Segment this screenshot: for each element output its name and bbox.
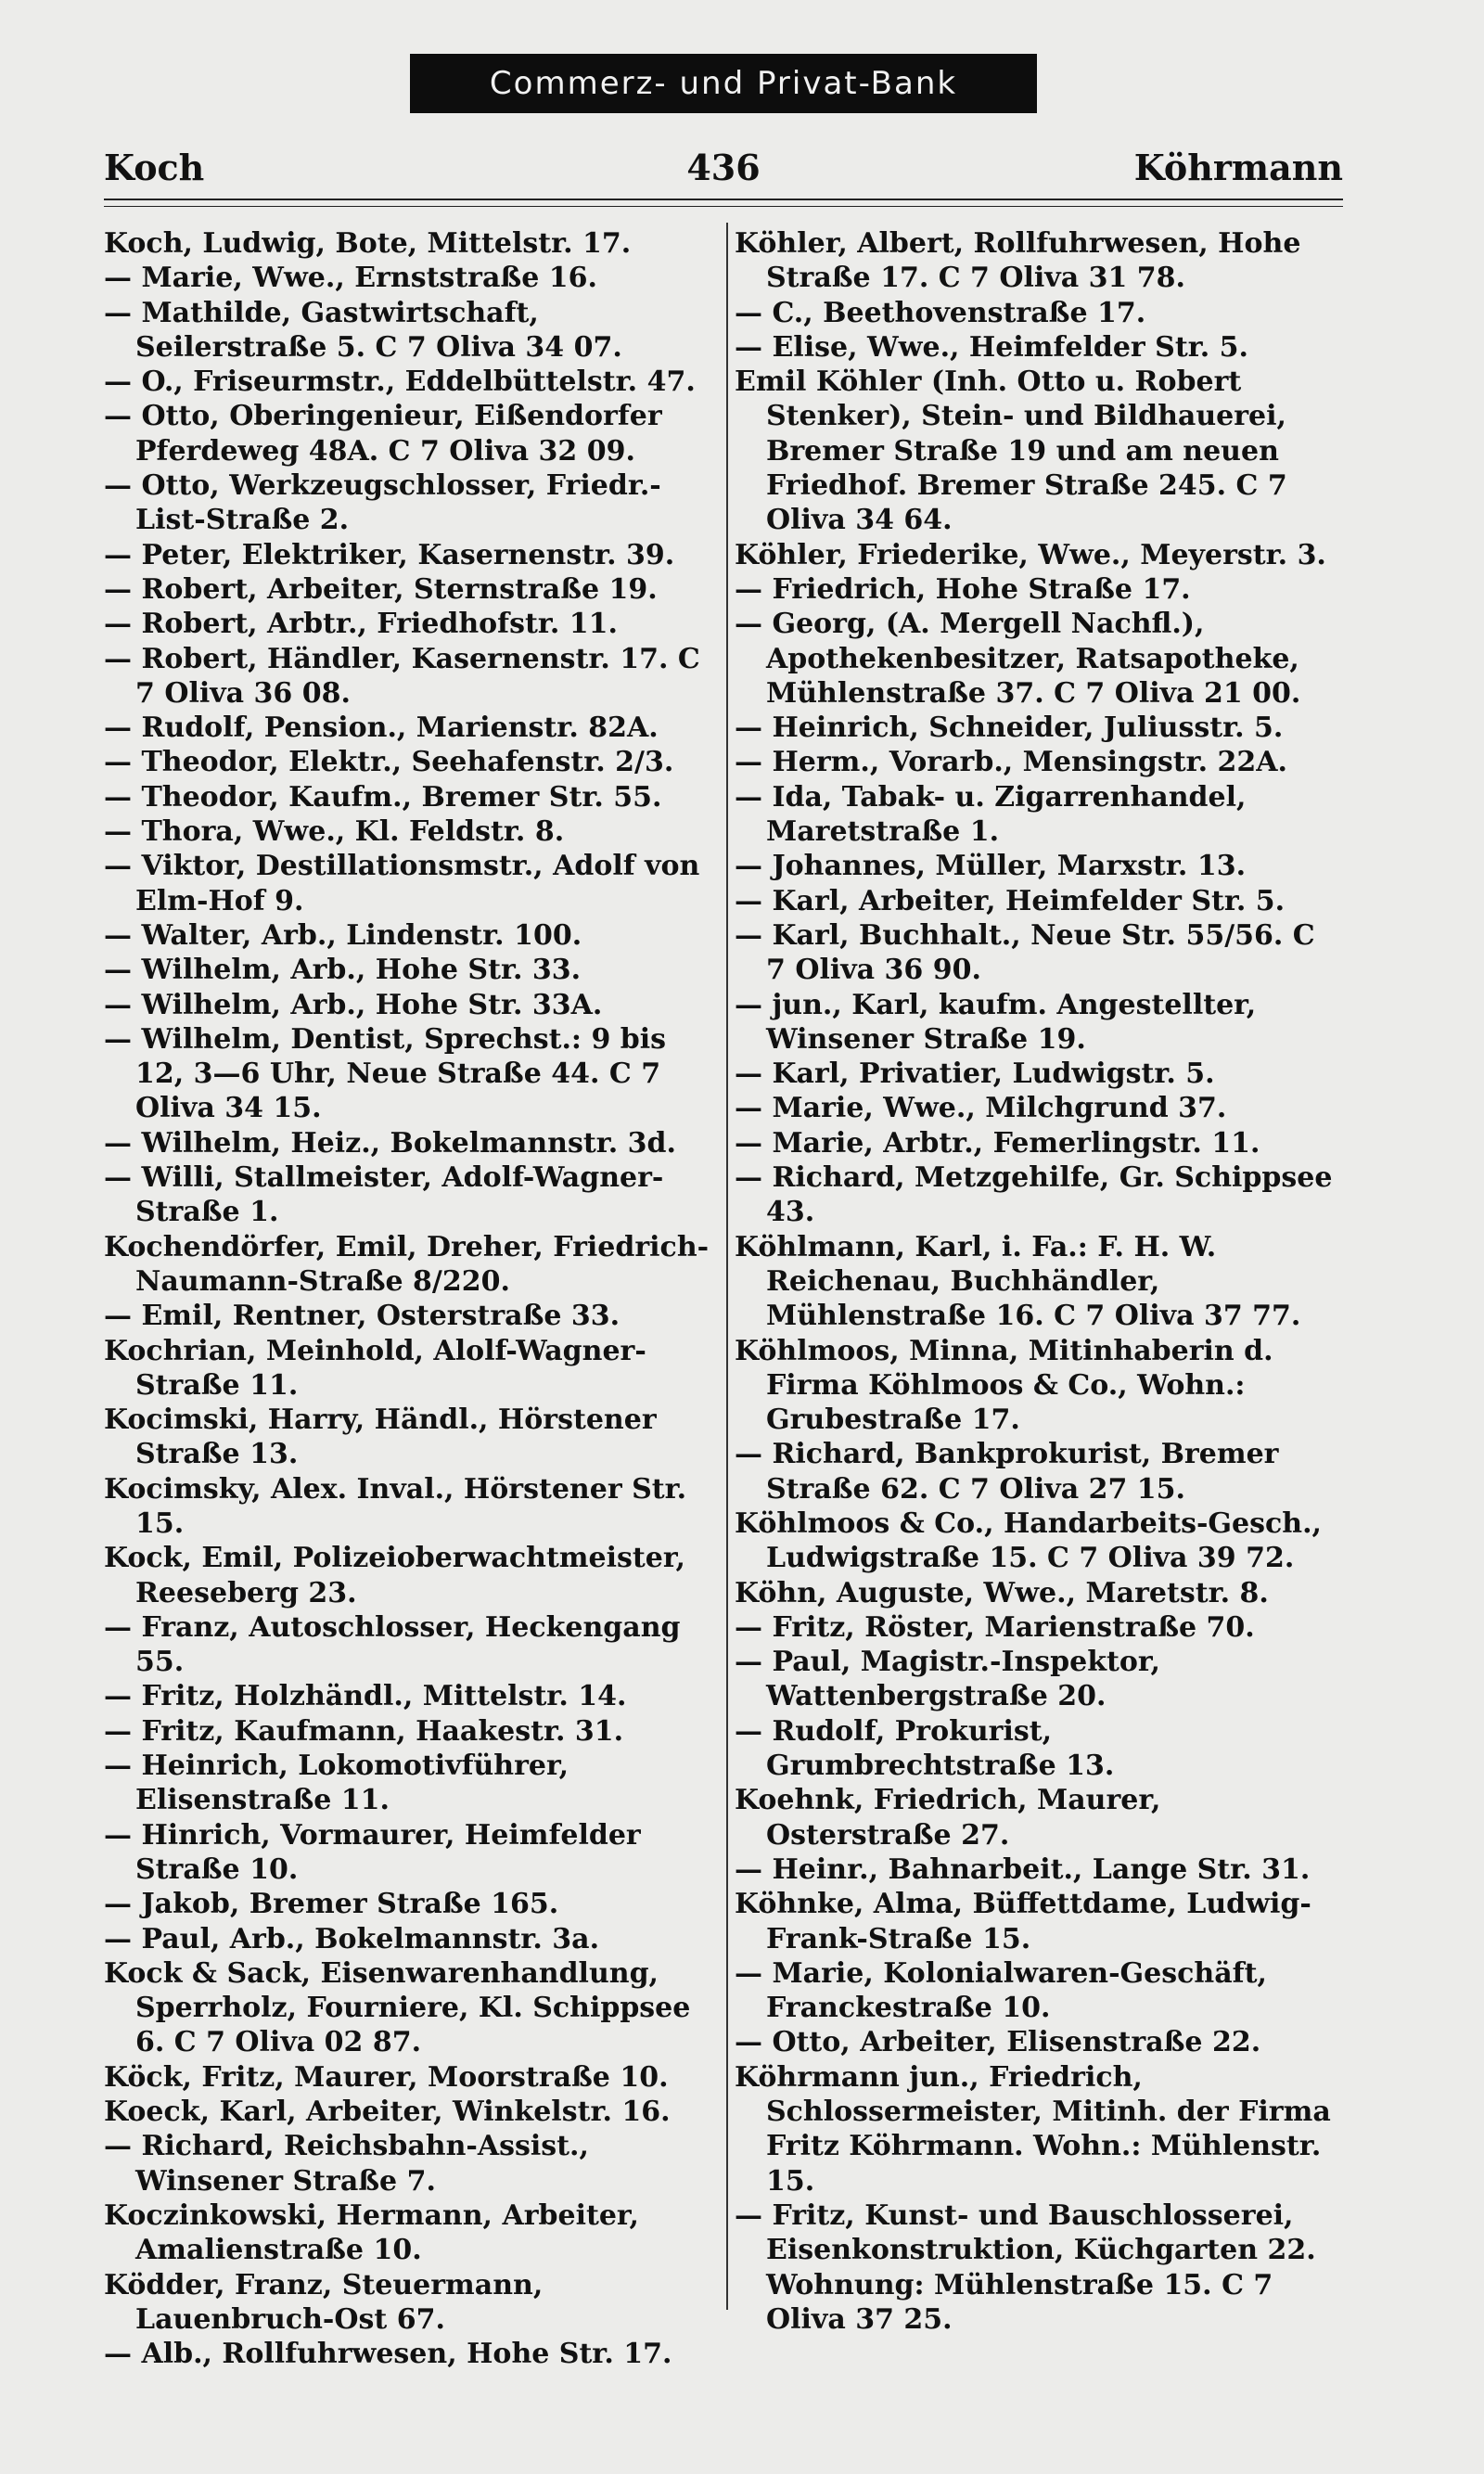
directory-entry: Köhler, Albert, Rollfuhrwesen, Hohe Straße 17. C 7 Oliva 31 78. xyxy=(735,227,1301,295)
directory-entry: — Richard, Bankprokurist, Bremer Straße 62. C 7 Oliva 27 15. xyxy=(735,1438,1279,1506)
directory-entry: — Emil, Rentner, Osterstraße 33. xyxy=(104,1300,620,1333)
directory-entry: — Otto, Arbeiter, Elisenstraße 22. xyxy=(735,2026,1261,2059)
directory-entry: Köhlmann, Karl, i. Fa.: F. H. W. Reichenau, Buchhändler, Mühlenstraße 16. C 7 Oliva 37 77. xyxy=(735,1230,1301,1333)
directory-entry: — Marie, Kolonialwaren-Geschäft, Franckestraße 10. xyxy=(735,1956,1267,2025)
directory-entry: — Rudolf, Prokurist, Grumbrechtstraße 13. xyxy=(735,1714,1115,1783)
directory-entry: Kochendörfer, Emil, Dreher, Friedrich-Naumann-Straße 8/220. xyxy=(104,1230,710,1298)
directory-entry: — Paul, Arb., Bokelmannstr. 3a. xyxy=(104,1922,600,1955)
directory-entry: — Marie, Wwe., Milchgrund 37. xyxy=(735,1092,1227,1125)
directory-entry: — Peter, Elektriker, Kasernenstr. 39. xyxy=(104,538,675,571)
page-header xyxy=(104,139,1343,195)
directory-entry: — Heinr., Bahnarbeit., Lange Str. 31. xyxy=(735,1852,1311,1886)
directory-entry: Koeck, Karl, Arbeiter, Winkelstr. 16. xyxy=(104,2096,671,2129)
directory-entry: — Otto, Oberingenieur, Eißendorfer Pferdeweg 48A. C 7 Oliva 32 09. xyxy=(104,400,662,468)
directory-entry: — Alb., Rollfuhrwesen, Hohe Str. 17. xyxy=(104,2338,672,2371)
directory-entry: — Walter, Arb., Lindenstr. 100. xyxy=(104,918,582,952)
directory-entry: — Otto, Werkzeugschlosser, Friedr.-List-Straße 2. xyxy=(104,469,661,537)
directory-entry: — Theodor, Elektr., Seehafenstr. 2/3. xyxy=(104,746,674,779)
directory-entry: Koczinkowski, Hermann, Arbeiter, Amalienstraße 10. xyxy=(104,2198,640,2267)
directory-entry: Kock & Sack, Eisenwarenhandlung, Sperrholz, Fourniere, Kl. Schippsee 6. C 7 Oliva 02 87. xyxy=(104,1956,691,2059)
directory-entry: Köhlmoos & Co., Handarbeits-Gesch., Ludwigstraße 15. C 7 Oliva 39 72. xyxy=(735,1506,1322,1575)
directory-entry: Ködder, Franz, Steuermann, Lauenbruch-Ost 67. xyxy=(104,2268,544,2336)
directory-entry: — Karl, Buchhalt., Neue Str. 55/56. C 7 Oliva 36 90. xyxy=(735,918,1315,987)
directory-entry: — Johannes, Müller, Marxstr. 13. xyxy=(735,850,1247,883)
directory-entry: Köhrmann jun., Friedrich, Schlossermeister, Mitinh. der Firma Fritz Köhrmann. Wohn.: Mühlenstr. 15. xyxy=(735,2060,1331,2198)
directory-entry: — Heinrich, Schneider, Juliusstr. 5. xyxy=(735,711,1284,745)
directory-entry: — Franz, Autoschlosser, Heckengang 55. xyxy=(104,1610,681,1679)
directory-entry: — Paul, Magistr.-Inspektor, Wattenbergstraße 20. xyxy=(735,1646,1160,1713)
directory-entry: — Viktor, Destillationsmstr., Adolf von Elm-Hof 9. xyxy=(104,850,700,917)
directory-entry: — Fritz, Holzhändl., Mittelstr. 14. xyxy=(104,1680,627,1713)
directory-entry: Köhlmoos, Minna, Mitinhaberin d. Firma Köhlmoos & Co., Wohn.: Grubestraße 17. xyxy=(735,1334,1273,1437)
directory-entry: — Marie, Wwe., Ernststraße 16. xyxy=(104,262,597,295)
directory-entry: Köhnke, Alma, Büffettdame, Ludwig-Frank-Straße 15. xyxy=(735,1888,1311,1955)
directory-entry: — Fritz, Kunst- und Bauschlosserei, Eisenkonstruktion, Küchgarten 22. Wohnung: Mühlenstraße 15. C 7 Oliva 37 25. xyxy=(735,2198,1316,2336)
directory-entry: — Wilhelm, Arb., Hohe Str. 33. xyxy=(104,954,582,987)
directory-entry: — Elise, Wwe., Heimfelder Str. 5. xyxy=(735,330,1248,364)
directory-entry: — Hinrich, Vormaurer, Heimfelder Straße 10. xyxy=(104,1818,641,1886)
directory-entry: — Rudolf, Pension., Marienstr. 82A. xyxy=(104,711,659,745)
directory-entry: — Fritz, Kaufmann, Haakestr. 31. xyxy=(104,1714,624,1748)
directory-entry: Kochrian, Meinhold, Alolf-Wagner-Straße 11. xyxy=(104,1334,646,1402)
directory-entry: Köhn, Auguste, Wwe., Maretstr. 8. xyxy=(735,1576,1269,1609)
directory-entry: — Karl, Privatier, Ludwigstr. 5. xyxy=(735,1058,1215,1091)
directory-entry: — Robert, Arbtr., Friedhofstr. 11. xyxy=(104,608,618,641)
directory-entry: Köhler, Friederike, Wwe., Meyerstr. 3. xyxy=(735,538,1326,571)
page-number: 436 xyxy=(686,147,761,188)
directory-entry: Kocimsky, Alex. Inval., Hörstener Str. 15. xyxy=(104,1472,687,1540)
directory-entry: — Jakob, Bremer Straße 165. xyxy=(104,1888,559,1921)
directory-entry: — Wilhelm, Heiz., Bokelmannstr. 3d. xyxy=(104,1126,676,1160)
directory-entry: — Thora, Wwe., Kl. Feldstr. 8. xyxy=(104,815,565,849)
directory-entry: — Robert, Arbeiter, Sternstraße 19. xyxy=(104,572,658,606)
directory-entry: — Wilhelm, Arb., Hohe Str. 33A. xyxy=(104,988,603,1021)
directory-entry: — C., Beethovenstraße 17. xyxy=(735,296,1146,329)
directory-entry: — Georg, (A. Mergell Nachfl.), Apothekenbesitzer, Ratsapotheke, Mühlenstraße 37. C 7 Oliva 21 00. xyxy=(735,608,1301,710)
directory-entry: Köck, Fritz, Maurer, Moorstraße 10. xyxy=(104,2060,669,2094)
directory-entry: — Heinrich, Lokomotivführer, Elisenstraße 11. xyxy=(104,1750,569,1817)
directory-entry: — Marie, Arbtr., Femerlingstr. 11. xyxy=(735,1126,1260,1160)
header-rule-thin xyxy=(104,206,1343,207)
bank-banner: Commerz- und Privat-Bank xyxy=(410,54,1037,113)
directory-entry: — Wilhelm, Dentist, Sprechst.: 9 bis 12, 3—6 Uhr, Neue Straße 44. C 7 Oliva 34 15. xyxy=(104,1022,667,1125)
directory-entry: — Richard, Metzgehilfe, Gr. Schippsee 43. xyxy=(735,1161,1333,1229)
left-column xyxy=(104,226,720,2371)
directory-entry: Koehnk, Friedrich, Maurer, Osterstraße 27. xyxy=(735,1784,1161,1852)
directory-entry: — Robert, Händler, Kasernenstr. 17. C 7 Oliva 36 08. xyxy=(104,642,700,710)
header-rule xyxy=(104,199,1343,200)
directory-entry: — Fritz, Röster, Marienstraße 70. xyxy=(735,1610,1255,1644)
header-first-entry: Koch xyxy=(104,147,205,188)
directory-entry: — Richard, Reichsbahn-Assist., Winsener Straße 7. xyxy=(104,2130,589,2198)
directory-entry: — Willi, Stallmeister, Adolf-Wagner-Straße 1. xyxy=(104,1161,664,1229)
directory-entry: Kocimski, Harry, Händl., Hörstener Straße 13. xyxy=(104,1404,657,1471)
directory-entry: — Karl, Arbeiter, Heimfelder Str. 5. xyxy=(735,884,1286,917)
directory-entry: Emil Köhler (Inh. Otto u. Robert Stenker), Stein- und Bildhauerei, Bremer Straße 19 und am neuen Friedhof. Bremer Straße 245. C 7 Oliva 34 64. xyxy=(735,365,1287,537)
directory-entry: — jun., Karl, kaufm. Angestellter, Winsener Straße 19. xyxy=(735,988,1257,1056)
directory-entry: — Friedrich, Hohe Straße 17. xyxy=(735,572,1191,606)
column-divider xyxy=(726,223,728,2310)
directory-entry: Koch, Ludwig, Bote, Mittelstr. 17. xyxy=(104,227,632,260)
directory-entry: — O., Friseurmstr., Eddelbüttelstr. 47. xyxy=(104,365,696,399)
directory-entry: — Mathilde, Gastwirtschaft, Seilerstraße 5. C 7 Oliva 34 07. xyxy=(104,296,622,364)
right-column xyxy=(735,226,1343,2337)
directory-entry: — Herm., Vorarb., Mensingstr. 22A. xyxy=(735,746,1287,779)
directory-entry: — Ida, Tabak- u. Zigarrenhandel, Maretstraße 1. xyxy=(735,780,1247,849)
header-last-entry: Köhrmann xyxy=(1133,147,1343,188)
directory-entry: — Theodor, Kaufm., Bremer Str. 55. xyxy=(104,780,662,814)
directory-entry: Kock, Emil, Polizeioberwachtmeister, Reeseberg 23. xyxy=(104,1542,685,1609)
